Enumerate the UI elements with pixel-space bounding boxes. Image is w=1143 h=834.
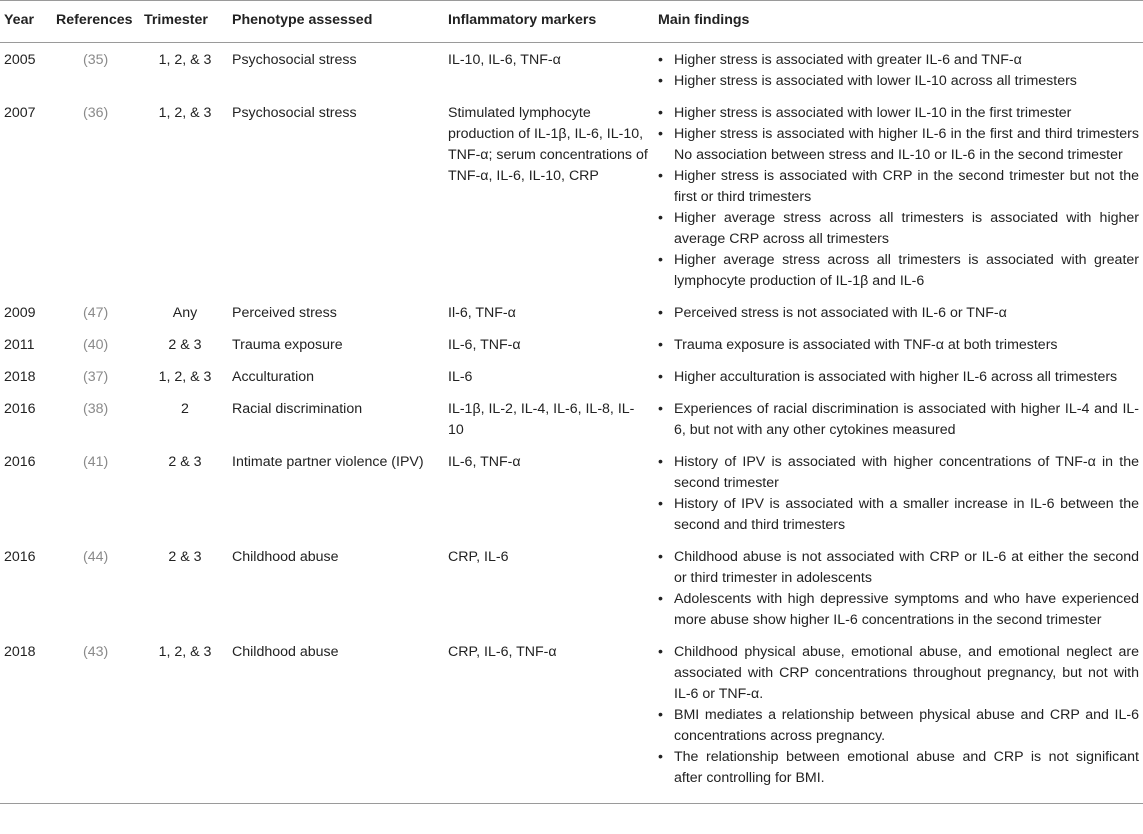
trimester-cell: 2 (181, 401, 189, 417)
header-year: Year (0, 1, 52, 43)
year-cell: 2018 (4, 369, 36, 385)
trimester-cell: 1, 2, & 3 (158, 52, 212, 68)
phenotype-cell: Childhood abuse (228, 635, 444, 804)
reference-cell: (40) (83, 337, 109, 353)
finding-item: • Perceived stress is not associated with IL-6 or TNF-α (674, 303, 1139, 324)
reference-cell: (37) (83, 369, 109, 385)
finding-item: • Higher stress is associated with higher IL-6 in the first and third trimesters No association between stress and IL-10 or IL-6 in the second trimester (674, 124, 1139, 166)
reference-cell: (36) (83, 105, 109, 121)
reference-cell: (35) (83, 52, 109, 68)
findings-list (658, 642, 1139, 789)
year-cell: 2009 (4, 305, 36, 321)
table-row (0, 96, 1143, 296)
findings-list (658, 367, 1139, 388)
markers-cell: IL-1β, IL-2, IL-4, IL-6, IL-8, IL-10 (448, 401, 635, 438)
findings-cell (654, 328, 1143, 360)
phenotype-cell: Psychosocial stress (232, 52, 357, 68)
table-row (0, 392, 1143, 445)
findings-cell (654, 635, 1143, 804)
finding-item: • Higher stress is associated with CRP in the second trimester but not the first or third trimesters (674, 166, 1139, 208)
finding-item: • Higher average stress across all trimesters is associated with higher average CRP across all trimesters (674, 208, 1139, 250)
findings-cell (654, 43, 1143, 97)
year-cell: 2016 (4, 454, 36, 470)
finding-item: • Childhood abuse is not associated with CRP or IL-6 at either the second or third trimester in adolescents (674, 547, 1139, 589)
reference-cell: (47) (83, 305, 109, 321)
table-row (0, 635, 1143, 804)
markers-cell: CRP, IL-6, TNF-α (444, 635, 654, 804)
table-row (0, 445, 1143, 540)
markers-cell: Il-6, TNF-α (448, 305, 516, 321)
markers-cell: Stimulated lymphocyte production of IL-1β, IL-6, IL-10, TNF-α; serum concentrations of TNF-α, IL-6, IL-10, CRP (448, 105, 648, 184)
findings-list (658, 50, 1139, 92)
findings-cell (654, 392, 1143, 445)
table-row (0, 296, 1143, 328)
trimester-cell: 2 & 3 (168, 549, 202, 565)
findings-cell (654, 540, 1143, 635)
phenotype-cell: Acculturation (232, 369, 315, 385)
phenotype-cell: Racial discrimination (232, 401, 363, 417)
year-cell: 2005 (4, 52, 36, 68)
trimester-cell: Any (172, 305, 198, 321)
trimester-cell: 2 & 3 (168, 337, 202, 353)
finding-item: • Experiences of racial discrimination is associated with higher IL-4 and IL-6, but not with any other cytokines measured (674, 399, 1139, 441)
finding-item: • Higher acculturation is associated with higher IL-6 across all trimesters (674, 367, 1139, 388)
findings-list (658, 399, 1139, 441)
findings-list (658, 452, 1139, 536)
trimester-cell: 1, 2, & 3 (142, 635, 228, 804)
finding-item: • Higher stress is associated with greater IL-6 and TNF-α (674, 50, 1139, 71)
table-row (0, 360, 1143, 392)
findings-cell (654, 445, 1143, 540)
finding-item: • Trauma exposure is associated with TNF-α at both trimesters (674, 335, 1139, 356)
findings-list (658, 103, 1139, 292)
finding-item: • Higher stress is associated with lower IL-10 across all trimesters (674, 71, 1139, 92)
reference-cell: (38) (83, 401, 109, 417)
markers-cell: IL-6 (448, 369, 473, 385)
findings-cell (654, 96, 1143, 296)
finding-item: • Higher average stress across all trimesters is associated with greater lymphocyte production of IL-1β and IL-6 (674, 250, 1139, 292)
year-cell: 2011 (4, 337, 35, 353)
table-row (0, 328, 1143, 360)
markers-cell: IL-6, TNF-α (448, 454, 521, 470)
findings-list (658, 335, 1139, 356)
finding-item: • History of IPV is associated with a smaller increase in IL-6 between the second and third trimesters (674, 494, 1139, 536)
header-findings: Main findings (654, 1, 1143, 43)
table-body (0, 43, 1143, 804)
phenotype-cell: Psychosocial stress (232, 105, 357, 121)
trimester-cell: 1, 2, & 3 (158, 369, 212, 385)
markers-cell: CRP, IL-6 (448, 549, 509, 565)
findings-list (658, 547, 1139, 631)
header-phenotype: Phenotype assessed (228, 1, 444, 43)
table-row (0, 43, 1143, 97)
findings-cell (654, 360, 1143, 392)
header-markers: Inflammatory markers (444, 1, 654, 43)
header-references: References (52, 1, 142, 43)
trimester-cell: 1, 2, & 3 (158, 105, 212, 121)
findings-list (658, 303, 1139, 324)
finding-item: • The relationship between emotional abuse and CRP is not significant after controlling for BMI. (674, 747, 1139, 789)
phenotype-cell: Childhood abuse (232, 549, 339, 565)
header-trimester: Trimester (142, 1, 228, 43)
finding-item: • Higher stress is associated with lower IL-10 in the first trimester (674, 103, 1139, 124)
phenotype-cell: Perceived stress (232, 305, 337, 321)
finding-item: • BMI mediates a relationship between physical abuse and CRP and IL-6 concentrations across pregnancy. (674, 705, 1139, 747)
finding-item: • History of IPV is associated with higher concentrations of TNF-α in the second trimester (674, 452, 1139, 494)
year-cell: 2018 (0, 635, 52, 804)
table-row (0, 540, 1143, 635)
trimester-cell: 2 & 3 (168, 454, 202, 470)
finding-item: • Adolescents with high depressive symptoms and who have experienced more abuse show higher IL-6 concentrations in the second trimester (674, 589, 1139, 631)
table-header (0, 1, 1143, 43)
findings-cell (654, 296, 1143, 328)
markers-cell: IL-6, TNF-α (448, 337, 521, 353)
reference-cell: (41) (83, 454, 109, 470)
year-cell: 2007 (4, 105, 36, 121)
year-cell: 2016 (4, 549, 36, 565)
finding-item: • Childhood physical abuse, emotional abuse, and emotional neglect are associated with CRP concentrations throughout pregnancy, but not with IL-6 or TNF-α. (674, 642, 1139, 705)
phenotype-cell: Intimate partner violence (IPV) (232, 454, 424, 470)
reference-cell: (43) (52, 635, 142, 804)
reference-cell: (44) (83, 549, 109, 565)
year-cell: 2016 (4, 401, 36, 417)
markers-cell: IL-10, IL-6, TNF-α (448, 52, 561, 68)
phenotype-cell: Trauma exposure (232, 337, 343, 353)
header-row (0, 1, 1143, 43)
